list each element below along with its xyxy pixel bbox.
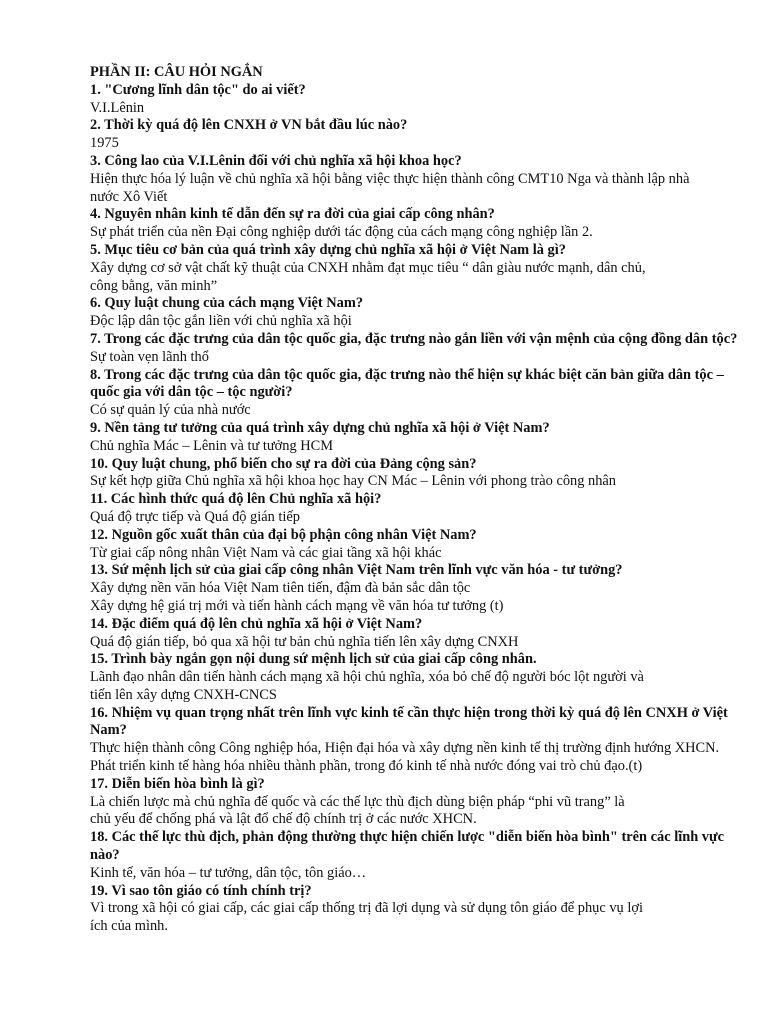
- section-heading: PHẦN II: CÂU HỎI NGẮN: [90, 64, 263, 80]
- answer-line: ích của mình.: [90, 918, 168, 935]
- answer-line: Lãnh đạo nhân dân tiến hành cách mạng xã hội chủ nghĩa, xóa bỏ chế độ người bóc lột người và: [90, 669, 644, 686]
- answer-line: Vì trong xã hội có giai cấp, các giai cấp thống trị đã lợi dụng và sử dụng tôn giáo để phục vụ lợi: [90, 900, 643, 917]
- answer-line: Quá độ gián tiếp, bỏ qua xã hội tư bản chủ nghĩa tiến lên xây dựng CNXH: [90, 633, 519, 650]
- answer-line: Kinh tế, văn hóa – tư tưởng, dân tộc, tôn giáo…: [90, 864, 367, 881]
- question: 6. Quy luật chung của cách mạng Việt Nam?: [90, 295, 364, 312]
- question: 19. Vì sao tôn giáo có tính chính trị?: [90, 882, 312, 899]
- question: 2. Thời kỳ quá độ lên CNXH ở VN bắt đầu lúc nào?: [90, 117, 408, 134]
- question: 15. Trình bày ngắn gọn nội dung sứ mệnh lịch sử của giai cấp công nhân.: [90, 651, 537, 668]
- answer-line: Xây dựng hệ giá trị mới và tiến hành cách mạng về văn hóa tư tưởng (t): [90, 597, 504, 614]
- answer-line: V.I.Lênin: [90, 99, 145, 116]
- answer-line: Thực hiện thành công Công nghiệp hóa, Hiện đại hóa và xây dựng nền kinh tế thị trường định hướng XHCN.: [90, 740, 720, 757]
- question: 11. Các hình thức quá độ lên Chủ nghĩa xã hội?: [90, 491, 382, 508]
- answer-line: công bằng, văn minh”: [90, 277, 218, 294]
- question: 8. Trong các đặc trưng của dân tộc quốc gia, đặc trưng nào thể hiện sự khác biệt căn bản giữa dân tộc – quốc gia với dân tộc – tộc người?: [90, 366, 724, 401]
- question: 5. Mục tiêu cơ bản của quá trình xây dựng chủ nghĩa xã hội ở Việt Nam là gì?: [90, 241, 566, 258]
- answer-line: nước Xô Viết: [90, 188, 168, 205]
- answer-line: tiến lên xây dựng CNXH-CNCS: [90, 686, 277, 703]
- answer-line: Có sự quản lý của nhà nước: [90, 402, 251, 419]
- question: 12. Nguồn gốc xuất thân của đại bộ phận công nhân Việt Nam?: [90, 526, 477, 543]
- question: 10. Quy luật chung, phổ biến cho sự ra đời của Đảng cộng sản?: [90, 455, 477, 472]
- answer-line: Chủ nghĩa Mác – Lênin và tư tưởng HCM: [90, 437, 334, 454]
- answer-line: Từ giai cấp nông nhân Việt Nam và các giai tầng xã hội khác: [90, 544, 442, 561]
- answer-line: Sự toàn vẹn lãnh thổ: [90, 348, 209, 365]
- question: 9. Nền tảng tư tưởng của quá trình xây dựng chủ nghĩa xã hội ở Việt Nam?: [90, 419, 550, 436]
- question: 17. Diễn biến hòa bình là gì?: [90, 775, 265, 792]
- question: 7. Trong các đặc trưng của dân tộc quốc gia, đặc trưng nào gắn liền với vận mệnh của cộng đồng dân tộc?: [90, 330, 738, 347]
- answer-line: Hiện thực hóa lý luận về chủ nghĩa xã hội bằng việc thực hiện thành công CMT10 Nga và thành lập nhà: [90, 170, 690, 187]
- answer-line: Là chiến lược mà chủ nghĩa đế quốc và các thế lực thù địch dùng biện pháp “phi vũ trang” là: [90, 793, 625, 810]
- answer-line: Phát triển kinh tế hàng hóa nhiều thành phần, trong đó kinh tế nhà nước đóng vai trò chủ đạo.(t): [90, 758, 643, 775]
- answer-line: Quá độ trực tiếp và Quá độ gián tiếp: [90, 508, 301, 525]
- answer-line: Sự kết hợp giữa Chủ nghĩa xã hội khoa học hay CN Mác – Lênin với phong trào công nhân: [90, 473, 617, 490]
- answer-line: Sự phát triển của nền Đại công nghiệp dưới tác động của cách mạng công nghiệp lần 2.: [90, 224, 593, 241]
- question: 3. Công lao của V.I.Lênin đối với chủ nghĩa xã hội khoa học?: [90, 152, 462, 169]
- answer-line: Xây dựng cơ sở vật chất kỹ thuật của CNXH nhằm đạt mục tiêu “ dân giàu nước mạnh, dân chủ,: [90, 259, 646, 276]
- answer-line: Xây dựng nền văn hóa Việt Nam tiên tiến, đậm đà bản sắc dân tộc: [90, 580, 471, 597]
- question: 18. Các thế lực thù địch, phản động thường thực hiện chiến lược "diễn biến hòa bình" trên các lĩnh vực nào?: [90, 829, 725, 864]
- answer-line: Độc lập dân tộc gắn liền với chủ nghĩa xã hội: [90, 313, 352, 330]
- document-page: [90, 64, 740, 936]
- question: 13. Sứ mệnh lịch sử của giai cấp công nhân Việt Nam trên lĩnh vực văn hóa - tư tưởng?: [90, 562, 623, 579]
- answer-line: 1975: [90, 135, 119, 152]
- question: 16. Nhiệm vụ quan trọng nhất trên lĩnh vực kinh tế cần thực hiện trong thời kỳ quá độ lên CNXH ở Việt Nam?: [90, 704, 728, 739]
- answer-line: chủ yếu để chống phá và lật đổ chế độ chính trị ở các nước XHCN.: [90, 811, 477, 828]
- question: 1. "Cương lĩnh dân tộc" do ai viết?: [90, 81, 306, 98]
- question: 4. Nguyên nhân kinh tế dẫn đến sự ra đời của giai cấp công nhân?: [90, 206, 495, 223]
- question: 14. Đặc điểm quá độ lên chủ nghĩa xã hội ở Việt Nam?: [90, 615, 423, 632]
